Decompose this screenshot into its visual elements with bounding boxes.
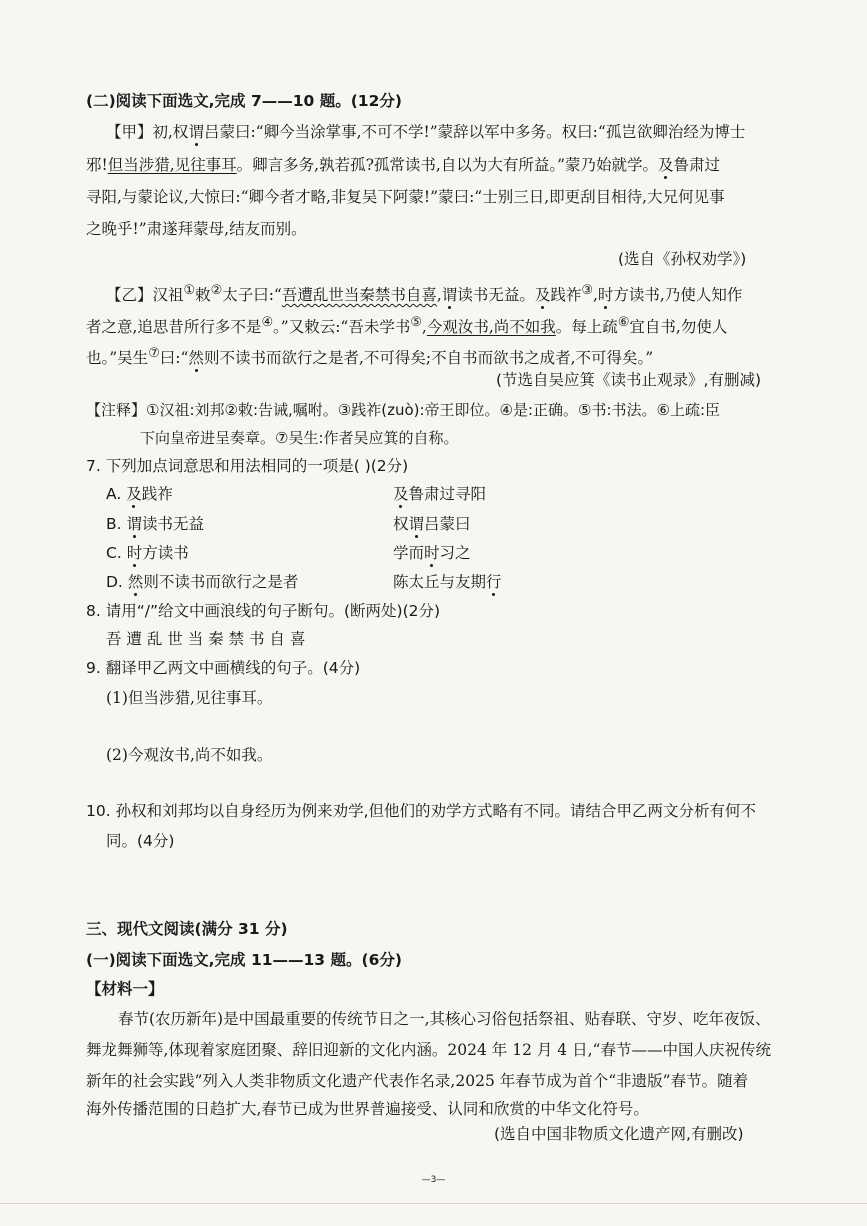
question-8-sentence: 吾 遭 乱 世 当 秦 禁 书 自 喜 xyxy=(106,630,306,648)
question-8-stem: 8. 请用“/”给文中画浪线的句子断句。(断两处)(2分) xyxy=(86,602,441,620)
passage-jia-source: (选自《孙权劝学》) xyxy=(618,250,747,268)
q7-option-c: C. 时方读书 xyxy=(106,544,189,562)
underlined-sentence-2: 今观汝书,尚不如我 xyxy=(426,318,556,337)
page-number: —3— xyxy=(421,1175,446,1185)
passage-jia-line-1: 【甲】初,权谓吕蒙曰:“卿今当涂掌事,不可不学!”蒙辞以军中多务。权曰:“孤岂欲卿治经为博士 xyxy=(106,123,746,141)
underlined-sentence-1: 但当涉猎,见往事耳 xyxy=(107,156,237,174)
material-line-4: 海外传播范围的日趋扩大,春节已成为世界普遍接受、认同和欣赏的中华文化符号。 xyxy=(86,1100,649,1118)
dotted-word: 时 xyxy=(597,286,614,305)
wavy-underlined-sentence: 吾遭乱世当秦禁书自喜 xyxy=(281,286,437,305)
notes-line-1: 【注释】①汉祖:刘邦②敕:告诫,嘱咐。③践祚(zuò):帝王即位。④是:正确。⑤书:书法。⑥上疏:臣 xyxy=(86,401,721,419)
q7-option-b: B. 谓读书无益 xyxy=(106,515,205,533)
section-3-sub-title: (一)阅读下面选文,完成 11——13 题。(6分) xyxy=(86,951,402,969)
q7-option-d: D. 然则不读书而欲行之是者 xyxy=(106,573,299,591)
dotted-word: 谓 xyxy=(188,123,204,141)
notes-line-2: 下向皇帝进呈奏章。⑦吴生:作者吴应箕的自称。 xyxy=(140,429,459,447)
passage-yi-line-2: 者之意,追思昔所行多不是④。”又敕云:“吾未学书⑤,今观汝书,尚不如我。每上疏⑥宜自书,勿使人 xyxy=(86,315,728,337)
passage-yi-source: (节选自吴应箕《读书止观录》,有删减) xyxy=(496,371,762,389)
page-bottom-rule xyxy=(0,1203,867,1204)
dotted-word: 然 xyxy=(188,349,204,368)
question-7-stem: 7. 下列加点词意思和用法相同的一项是( )(2分) xyxy=(86,457,409,475)
q7-option-d-compare: 陈太丘与友期行 xyxy=(393,573,502,591)
material-source: (选自中国非物质文化遗产网,有删改) xyxy=(494,1125,744,1143)
question-10-line-2: 同。(4分) xyxy=(106,832,175,850)
passage-yi-line-1: 【乙】汉祖①敕②太子曰:“吾遭乱世当秦禁书自喜,谓读书无益。及践祚③,时方读书,乃使人知作 xyxy=(106,283,743,305)
dotted-word: 及 xyxy=(534,286,551,305)
q7-option-a-compare: 及鲁肃过寻阳 xyxy=(393,485,487,503)
passage-yi-line-3: 也。”吴生⑦曰:“然则不读书而欲行之是者,不可得矣;不自书而欲书之成者,不可得矣。” xyxy=(86,346,654,368)
question-9-sentence-1: (1)但当涉猎,见往事耳。 xyxy=(106,689,273,707)
material-line-3: 新年的社会实践”列入人类非物质文化遗产代表作名录,2025 年春节成为首个“非遗版”春节。随着 xyxy=(86,1072,749,1090)
dotted-word: 谓 xyxy=(441,286,458,305)
passage-jia-line-4: 之晚乎!”肃遂拜蒙母,结友而别。 xyxy=(86,220,307,238)
question-9-stem: 9. 翻译甲乙两文中画横线的句子。(4分) xyxy=(86,659,361,677)
passage-jia-line-2: 邪!但当涉猎,见往事耳。卿言多务,孰若孤?孤常读书,自以为大有所益。”蒙乃始就学。及鲁肃过 xyxy=(86,156,721,174)
q7-option-a: A. 及践祚 xyxy=(106,485,173,503)
dotted-word: 及 xyxy=(658,156,674,174)
section-title-classical: (二)阅读下面选文,完成 7——10 题。(12分) xyxy=(86,92,402,110)
passage-jia-line-3: 寻阳,与蒙论议,大惊曰:“卿今者才略,非复吴下阿蒙!”蒙曰:“士别三日,即更刮目相待,大兄何见事 xyxy=(86,188,725,206)
q7-option-c-compare: 学而时习之 xyxy=(393,544,471,562)
material-label: 【材料一】 xyxy=(86,980,164,998)
material-line-2: 舞龙舞狮等,体现着家庭团聚、辞旧迎新的文化内涵。2024 年 12 月 4 日,“春节——中国人庆祝传统 xyxy=(86,1041,771,1059)
q7-option-b-compare: 权谓吕蒙曰 xyxy=(393,515,471,533)
question-9-sentence-2: (2)今观汝书,尚不如我。 xyxy=(106,746,273,764)
question-10-line-1: 10. 孙权和刘邦均以自身经历为例来劝学,但他们的劝学方式略有不同。请结合甲乙两文分析有何不 xyxy=(86,802,757,820)
section-title-modern: 三、现代文阅读(满分 31 分) xyxy=(86,920,288,938)
material-line-1: 春节(农历新年)是中国最重要的传统节日之一,其核心习俗包括祭祖、贴春联、守岁、吃年夜饭、 xyxy=(118,1010,771,1028)
